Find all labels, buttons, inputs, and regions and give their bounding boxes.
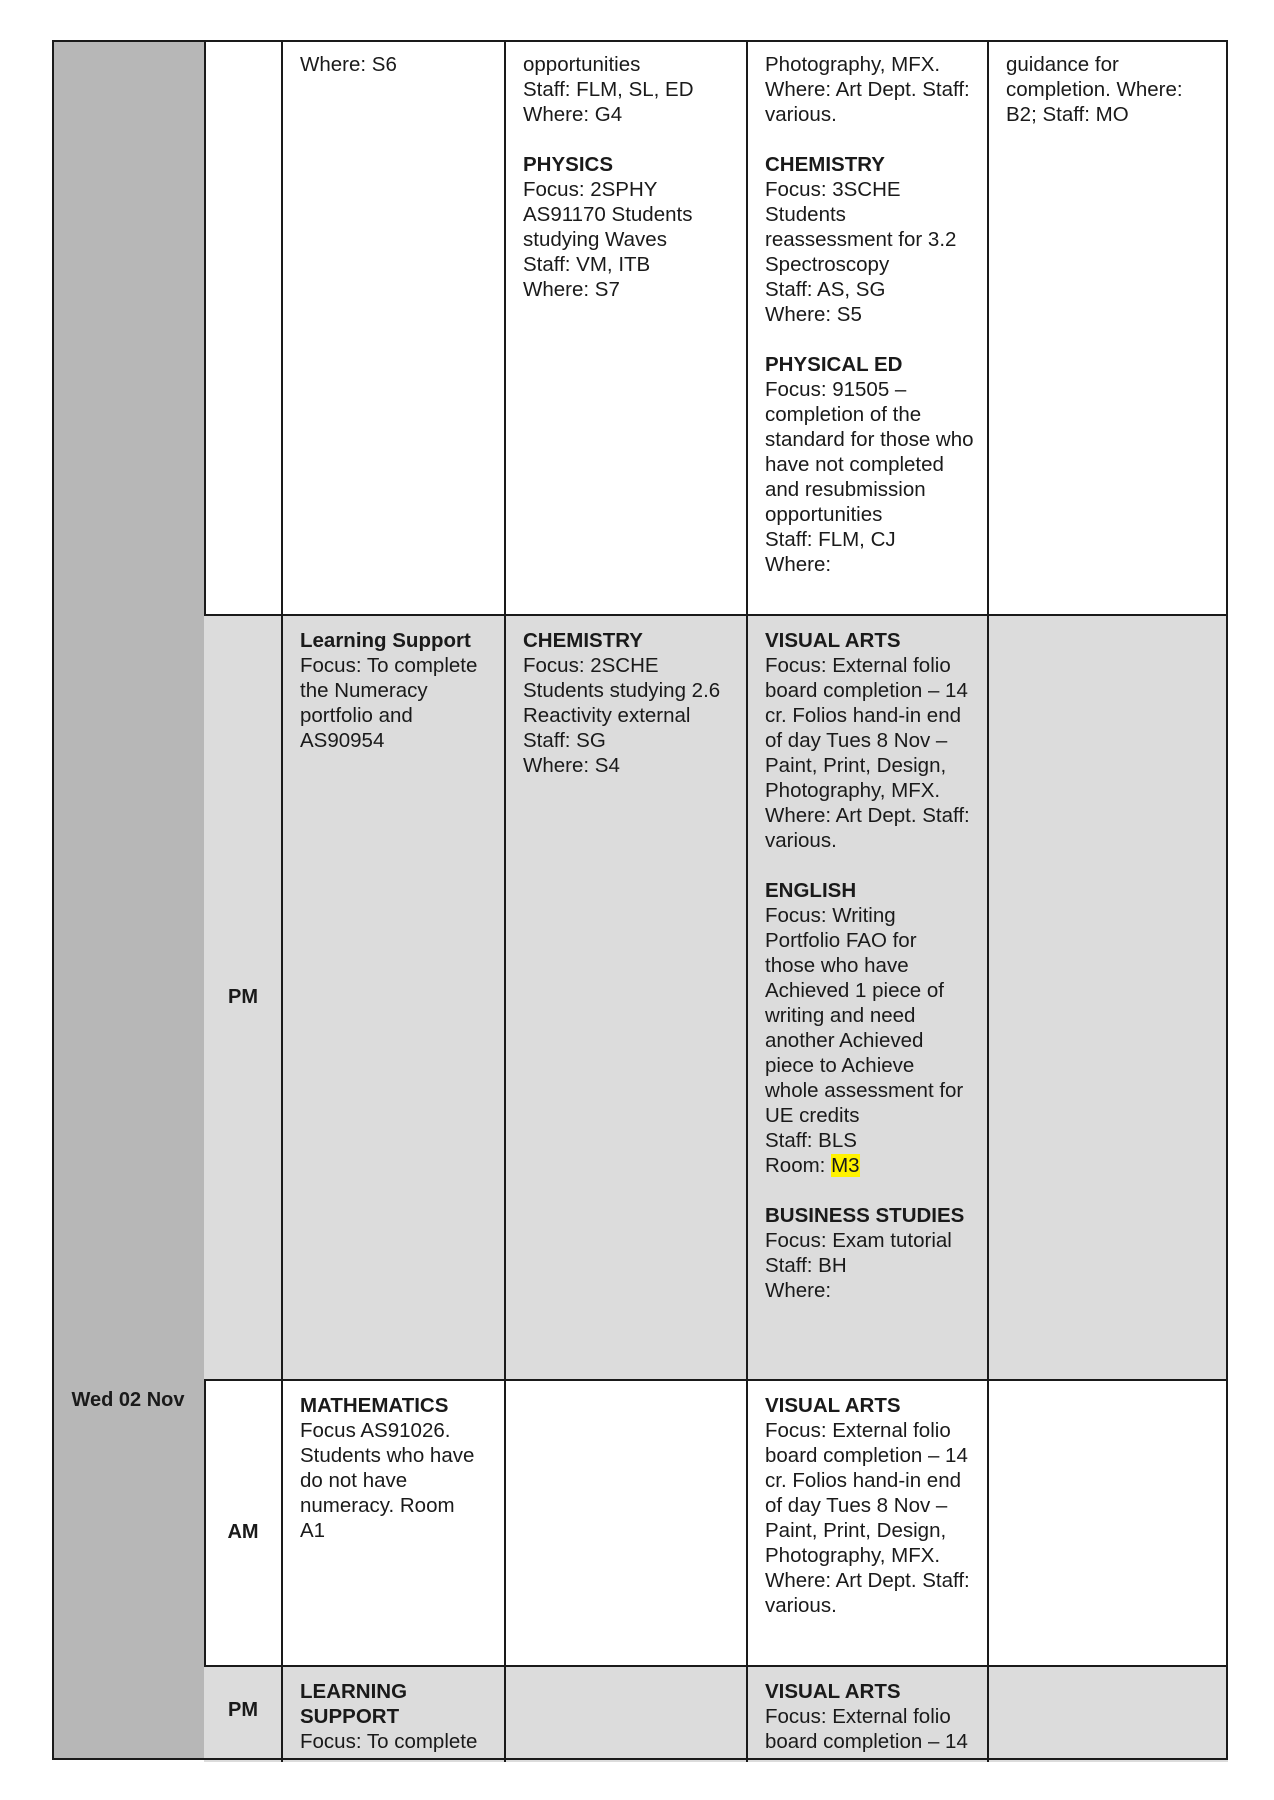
detail-line: Focus: Writing xyxy=(765,904,896,927)
detail-line: Achieved 1 piece of xyxy=(765,979,944,1002)
subject-title: PHYSICAL ED xyxy=(765,353,903,376)
detail-line: Focus: External folio xyxy=(765,1419,951,1442)
detail-line: Students studying 2.6 xyxy=(523,679,721,702)
detail-line: Where: S7 xyxy=(523,278,620,301)
period-label: AM xyxy=(227,1521,259,1543)
detail-line: Portfolio FAO for xyxy=(765,929,917,952)
subject-entry xyxy=(300,628,497,753)
detail-line: Staff: BH xyxy=(765,1254,847,1277)
detail-line: completion of the xyxy=(765,403,922,426)
detail-line: Staff: AS, SG xyxy=(765,278,886,301)
period-label: PM xyxy=(228,986,258,1008)
detail-line: Students who have xyxy=(300,1444,475,1467)
day-label: Wed 02 Nov xyxy=(71,1389,185,1411)
detail-line: AS91170 Students xyxy=(523,203,693,226)
detail-line: Paint, Print, Design, xyxy=(765,754,947,777)
detail-line: reassessment for 3.2 xyxy=(765,228,957,251)
timetable-sheet xyxy=(52,40,1228,1760)
detail-line: Photography, MFX. xyxy=(765,53,941,76)
detail-line: those who have xyxy=(765,954,909,977)
detail-line: Where: S4 xyxy=(523,754,620,777)
detail-line: board completion – 14 xyxy=(765,679,968,702)
subject-entry xyxy=(300,1679,497,1754)
detail-line: Staff: VM, ITB xyxy=(523,253,651,276)
subject-title: VISUAL ARTS xyxy=(765,629,901,652)
detail-line: B2; Staff: MO xyxy=(1006,103,1129,126)
detail-line: Where: S5 xyxy=(765,303,862,326)
detail-line: Staff: FLM, SL, ED xyxy=(523,78,694,101)
detail-line: numeracy. Room xyxy=(300,1494,455,1517)
subject-entry xyxy=(300,1393,497,1543)
detail-line: Reactivity external xyxy=(523,704,691,727)
subject-title: CHEMISTRY xyxy=(523,629,643,652)
detail-line: cr. Folios hand-in end xyxy=(765,704,962,727)
subject-entry xyxy=(523,152,739,302)
subject-title: Learning Support xyxy=(300,629,471,652)
schedule-row-continued xyxy=(204,40,1228,614)
detail-line: Staff: SG xyxy=(523,729,606,752)
detail-line: board completion – 14 xyxy=(765,1444,968,1467)
detail-line: and resubmission xyxy=(765,478,926,501)
detail-line: have not completed xyxy=(765,453,944,476)
detail-line: Where: Art Dept. Staff: xyxy=(765,1569,970,1592)
detail-line: Focus: 2SPHY xyxy=(523,178,658,201)
detail-line: opportunities xyxy=(765,503,883,526)
detail-line: Where: Art Dept. Staff: xyxy=(765,804,970,827)
detail-line: various. xyxy=(765,103,837,126)
subject-title: MATHEMATICS xyxy=(300,1394,449,1417)
subject-entry xyxy=(765,352,980,577)
schedule-cell xyxy=(505,40,747,614)
detail-line: portfolio and xyxy=(300,704,413,727)
schedule-cell xyxy=(747,40,988,614)
detail-line: Where: G4 xyxy=(523,103,623,126)
detail-line: whole assessment for xyxy=(765,1079,964,1102)
day-column-wed xyxy=(52,1379,206,1760)
subject-entry xyxy=(765,152,980,327)
subject-entry xyxy=(765,1393,980,1618)
detail-line: Students xyxy=(765,203,846,226)
subject-entry xyxy=(765,52,980,127)
detail-line: Photography, MFX. xyxy=(765,1544,941,1567)
detail-line: AS90954 xyxy=(300,729,385,752)
detail-line: Focus: 91505 – xyxy=(765,378,907,401)
subject-entry xyxy=(300,52,497,77)
subject-title: LEARNING SUPPORT xyxy=(300,1680,408,1728)
detail-line: various. xyxy=(765,829,837,852)
detail-line: A1 xyxy=(300,1519,326,1542)
detail-line: of day Tues 8 Nov – xyxy=(765,1494,948,1517)
subject-title: CHEMISTRY xyxy=(765,153,885,176)
detail-line: Focus: Exam tutorial xyxy=(765,1229,952,1252)
detail-line: piece to Achieve xyxy=(765,1054,915,1077)
room-value-highlight: M3 xyxy=(831,1154,860,1177)
detail-line: standard for those who xyxy=(765,428,974,451)
detail-line: Staff: FLM, CJ xyxy=(765,528,896,551)
detail-line: Paint, Print, Design, xyxy=(765,1519,947,1542)
subject-title: VISUAL ARTS xyxy=(765,1680,901,1703)
subject-entry xyxy=(765,1679,980,1754)
detail-line: Focus: 3SCHE xyxy=(765,178,901,201)
subject-entry xyxy=(1006,52,1220,127)
detail-line: Focus: To complete xyxy=(300,1730,478,1753)
schedule-cell xyxy=(988,616,1228,1381)
schedule-cell xyxy=(988,40,1228,614)
detail-line: Where: xyxy=(765,1279,832,1302)
room-label: Room: xyxy=(765,1154,832,1177)
detail-line: Focus: To complete xyxy=(300,654,478,677)
subject-entry xyxy=(765,878,980,1178)
detail-line: Spectroscopy xyxy=(765,253,890,276)
detail-line: studying Waves xyxy=(523,228,667,251)
subject-entry xyxy=(765,1203,980,1303)
schedule-row-am xyxy=(204,1379,1228,1667)
schedule-cell xyxy=(988,1381,1228,1667)
subject-title: VISUAL ARTS xyxy=(765,1394,901,1417)
detail-line: UE credits xyxy=(765,1104,860,1127)
schedule-cell xyxy=(505,1381,747,1667)
detail-line: cr. Folios hand-in end xyxy=(765,1469,962,1492)
detail-line: board completion – 14 xyxy=(765,1730,968,1753)
subject-title: ENGLISH xyxy=(765,879,857,902)
detail-line: Where: xyxy=(765,553,832,576)
room-line xyxy=(765,1153,980,1178)
detail-line: writing and need xyxy=(765,1004,916,1027)
schedule-cell xyxy=(505,616,747,1381)
detail-line: Staff: BLS xyxy=(765,1129,857,1152)
schedule-cell xyxy=(747,1667,988,1762)
detail-line: Focus: External folio xyxy=(765,1705,951,1728)
detail-line: various. xyxy=(765,1594,837,1617)
subject-entry xyxy=(523,628,739,778)
detail-line: completion. Where: xyxy=(1006,78,1183,101)
schedule-cell xyxy=(282,616,505,1381)
schedule-cell xyxy=(282,1667,505,1762)
detail-line: the Numeracy xyxy=(300,679,428,702)
subject-title: BUSINESS STUDIES xyxy=(765,1204,965,1227)
detail-line: Focus: 2SCHE xyxy=(523,654,659,677)
detail-line: Focus: External folio xyxy=(765,654,951,677)
subject-entry xyxy=(523,52,739,127)
schedule-cell xyxy=(282,1381,505,1667)
subject-entry xyxy=(765,628,980,853)
detail-line: Where: S6 xyxy=(300,53,397,76)
schedule-cell xyxy=(747,1381,988,1667)
detail-line: Where: Art Dept. Staff: xyxy=(765,78,970,101)
schedule-cell xyxy=(282,40,505,614)
period-label: PM xyxy=(228,1699,258,1721)
detail-line: Photography, MFX. xyxy=(765,779,941,802)
schedule-cell xyxy=(505,1667,747,1762)
detail-line: guidance for xyxy=(1006,53,1119,76)
detail-line: do not have xyxy=(300,1469,408,1492)
schedule-row-pm xyxy=(204,614,1228,1381)
detail-line: opportunities xyxy=(523,53,641,76)
detail-line: another Achieved xyxy=(765,1029,924,1052)
schedule-cell xyxy=(747,616,988,1381)
detail-line: Focus AS91026. xyxy=(300,1419,451,1442)
day-column-tue xyxy=(52,40,206,1379)
schedule-cell xyxy=(988,1667,1228,1762)
subject-title: PHYSICS xyxy=(523,153,613,176)
detail-line: of day Tues 8 Nov – xyxy=(765,729,948,752)
schedule-row-pm xyxy=(204,1665,1228,1762)
